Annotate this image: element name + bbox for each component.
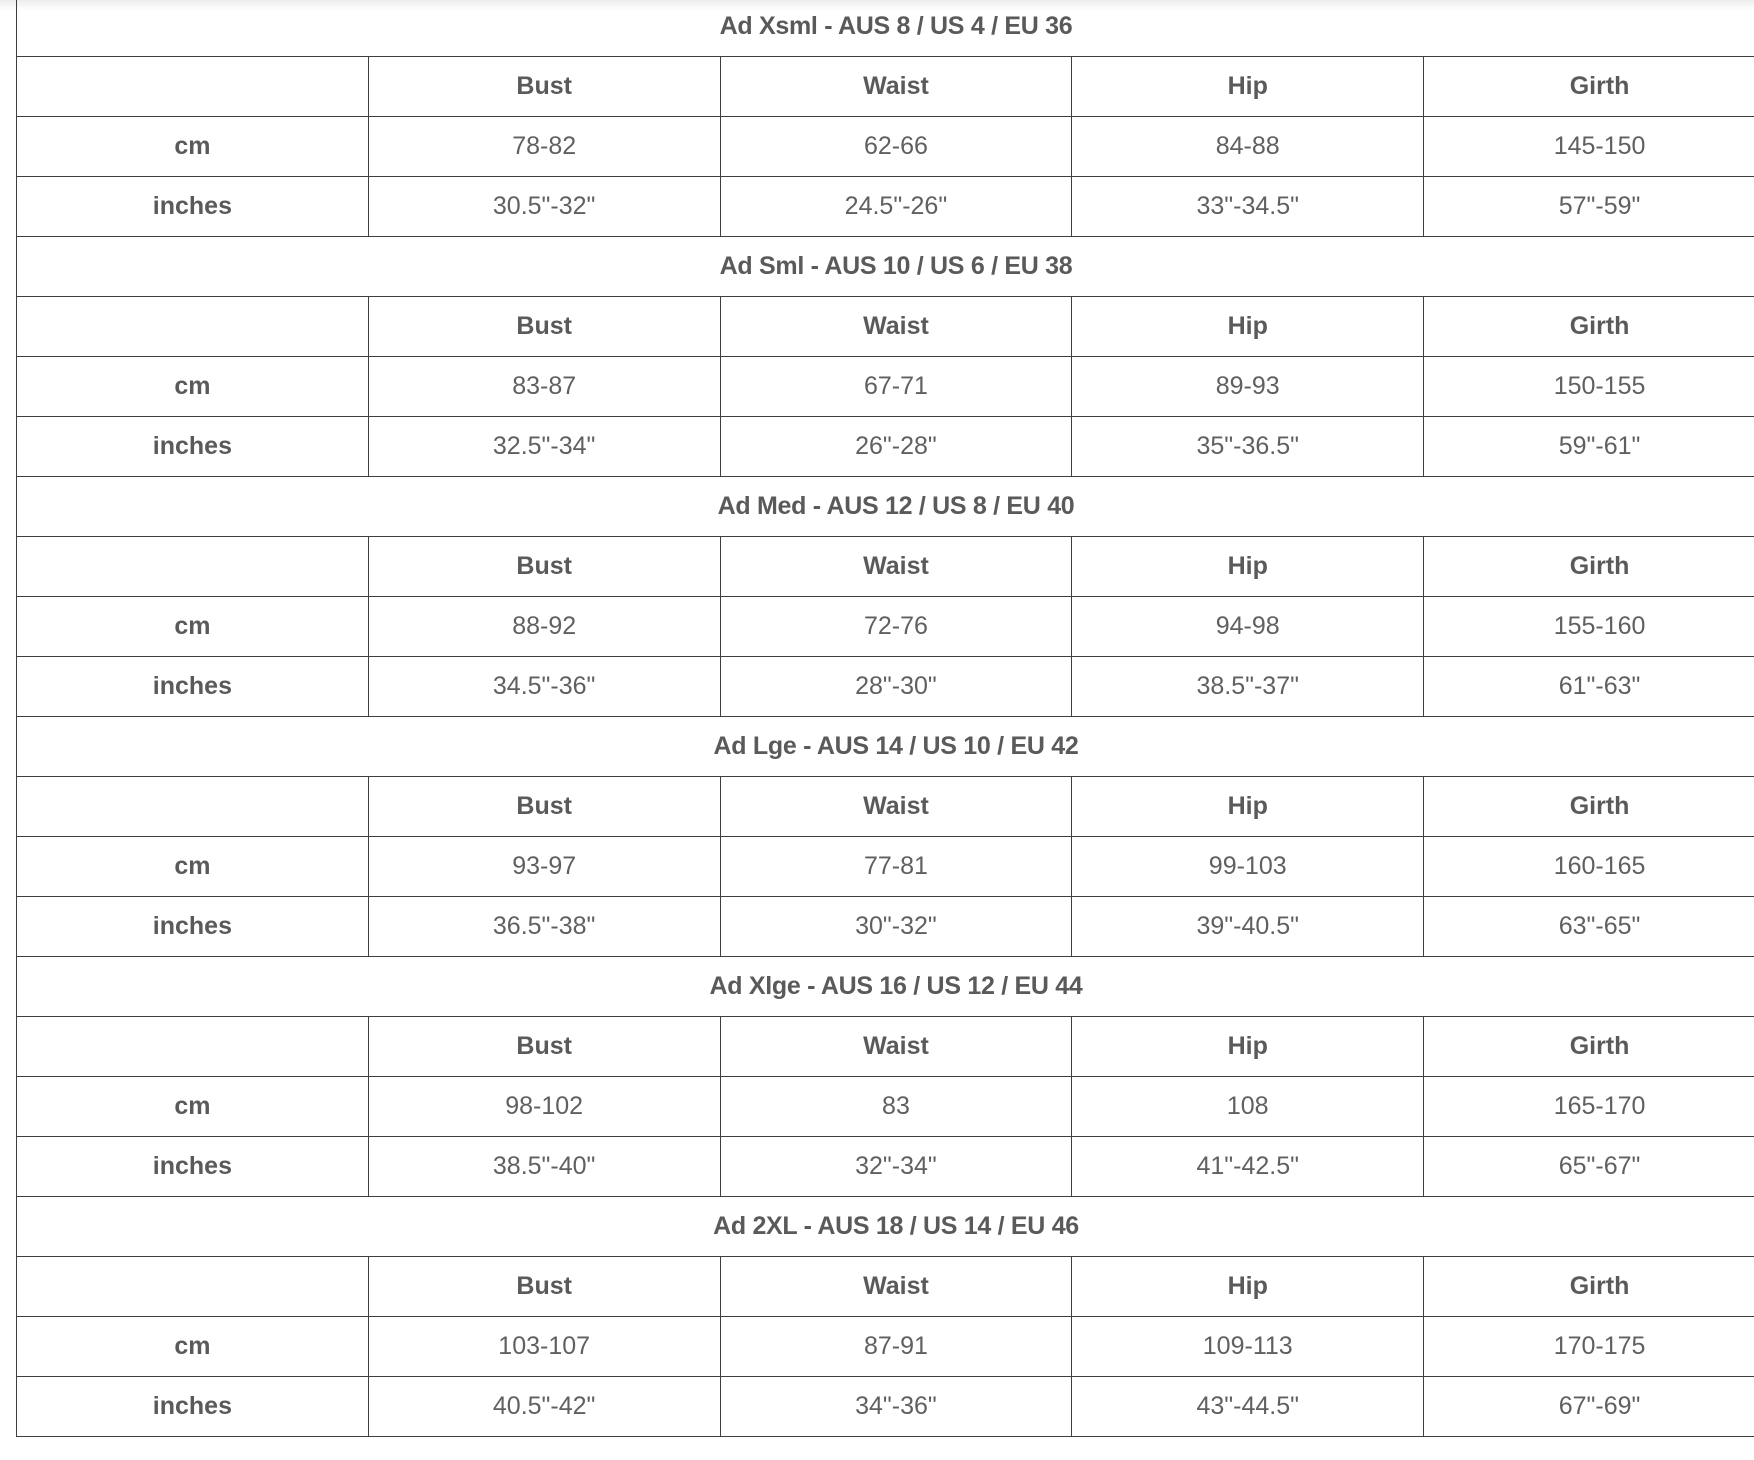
unit-label-cm: cm bbox=[17, 597, 369, 657]
unit-label-cm: cm bbox=[17, 117, 369, 177]
measurement-value: 38.5"-37" bbox=[1072, 657, 1424, 717]
size-title: Ad 2XL - AUS 18 / US 14 / EU 46 bbox=[17, 1197, 1754, 1257]
size-title-row bbox=[17, 237, 1754, 297]
header-girth: Girth bbox=[1424, 1257, 1754, 1317]
measurement-value: 40.5"-42" bbox=[368, 1377, 720, 1437]
measurement-value: 36.5"-38" bbox=[368, 897, 720, 957]
measurement-value: 165-170 bbox=[1424, 1077, 1754, 1137]
measurement-value: 109-113 bbox=[1072, 1317, 1424, 1377]
header-bust: Bust bbox=[368, 297, 720, 357]
measurement-value: 33"-34.5" bbox=[1072, 177, 1424, 237]
measurement-value: 98-102 bbox=[368, 1077, 720, 1137]
unit-label-cm: cm bbox=[17, 1077, 369, 1137]
measurement-header-row bbox=[17, 537, 1754, 597]
header-empty-cell bbox=[17, 777, 369, 837]
header-hip: Hip bbox=[1072, 537, 1424, 597]
size-title: Ad Lge - AUS 14 / US 10 / EU 42 bbox=[17, 717, 1754, 777]
header-empty-cell bbox=[17, 1017, 369, 1077]
header-waist: Waist bbox=[720, 777, 1072, 837]
unit-label-inches: inches bbox=[17, 417, 369, 477]
header-girth: Girth bbox=[1424, 57, 1754, 117]
unit-label-cm: cm bbox=[17, 357, 369, 417]
header-empty-cell bbox=[17, 537, 369, 597]
unit-label-inches: inches bbox=[17, 1137, 369, 1197]
measurement-value: 30"-32" bbox=[720, 897, 1072, 957]
table-row bbox=[17, 1077, 1754, 1137]
measurement-value: 83 bbox=[720, 1077, 1072, 1137]
header-empty-cell bbox=[17, 57, 369, 117]
measurement-header-row bbox=[17, 1257, 1754, 1317]
size-title: Ad Xlge - AUS 16 / US 12 / EU 44 bbox=[17, 957, 1754, 1017]
size-title: Ad Xsml - AUS 8 / US 4 / EU 36 bbox=[17, 0, 1754, 57]
measurement-value: 24.5"-26" bbox=[720, 177, 1072, 237]
measurement-value: 26"-28" bbox=[720, 417, 1072, 477]
measurement-value: 170-175 bbox=[1424, 1317, 1754, 1377]
size-title-row bbox=[17, 717, 1754, 777]
table-row bbox=[17, 1377, 1754, 1437]
header-hip: Hip bbox=[1072, 297, 1424, 357]
header-bust: Bust bbox=[368, 537, 720, 597]
header-hip: Hip bbox=[1072, 777, 1424, 837]
measurement-value: 32"-34" bbox=[720, 1137, 1072, 1197]
size-title: Ad Med - AUS 12 / US 8 / EU 40 bbox=[17, 477, 1754, 537]
unit-label-inches: inches bbox=[17, 897, 369, 957]
size-title-row bbox=[17, 477, 1754, 537]
header-hip: Hip bbox=[1072, 57, 1424, 117]
measurement-value: 62-66 bbox=[720, 117, 1072, 177]
table-row bbox=[17, 837, 1754, 897]
header-empty-cell bbox=[17, 1257, 369, 1317]
measurement-value: 30.5"-32" bbox=[368, 177, 720, 237]
table-row bbox=[17, 117, 1754, 177]
measurement-value: 160-165 bbox=[1424, 837, 1754, 897]
measurement-value: 83-87 bbox=[368, 357, 720, 417]
header-girth: Girth bbox=[1424, 537, 1754, 597]
table-row bbox=[17, 657, 1754, 717]
header-bust: Bust bbox=[368, 1257, 720, 1317]
header-hip: Hip bbox=[1072, 1017, 1424, 1077]
header-bust: Bust bbox=[368, 777, 720, 837]
measurement-value: 39"-40.5" bbox=[1072, 897, 1424, 957]
measurement-value: 67-71 bbox=[720, 357, 1072, 417]
measurement-header-row bbox=[17, 297, 1754, 357]
size-chart bbox=[16, 0, 1754, 1437]
measurement-value: 99-103 bbox=[1072, 837, 1424, 897]
measurement-value: 65"-67" bbox=[1424, 1137, 1754, 1197]
header-hip: Hip bbox=[1072, 1257, 1424, 1317]
measurement-value: 38.5"-40" bbox=[368, 1137, 720, 1197]
table-row bbox=[17, 897, 1754, 957]
measurement-header-row bbox=[17, 57, 1754, 117]
measurement-header-row bbox=[17, 777, 1754, 837]
header-girth: Girth bbox=[1424, 297, 1754, 357]
header-bust: Bust bbox=[368, 1017, 720, 1077]
measurement-value: 94-98 bbox=[1072, 597, 1424, 657]
unit-label-cm: cm bbox=[17, 1317, 369, 1377]
unit-label-cm: cm bbox=[17, 837, 369, 897]
measurement-value: 61"-63" bbox=[1424, 657, 1754, 717]
measurement-value: 87-91 bbox=[720, 1317, 1072, 1377]
size-chart-table bbox=[16, 0, 1754, 1437]
header-girth: Girth bbox=[1424, 777, 1754, 837]
measurement-value: 155-160 bbox=[1424, 597, 1754, 657]
measurement-value: 103-107 bbox=[368, 1317, 720, 1377]
table-row bbox=[17, 417, 1754, 477]
size-title-row bbox=[17, 957, 1754, 1017]
header-waist: Waist bbox=[720, 1257, 1072, 1317]
measurement-value: 88-92 bbox=[368, 597, 720, 657]
header-waist: Waist bbox=[720, 297, 1072, 357]
measurement-value: 145-150 bbox=[1424, 117, 1754, 177]
header-girth: Girth bbox=[1424, 1017, 1754, 1077]
measurement-value: 93-97 bbox=[368, 837, 720, 897]
header-empty-cell bbox=[17, 297, 369, 357]
measurement-value: 35"-36.5" bbox=[1072, 417, 1424, 477]
unit-label-inches: inches bbox=[17, 1377, 369, 1437]
size-title-row bbox=[17, 1197, 1754, 1257]
size-chart-body bbox=[17, 0, 1754, 1437]
measurement-value: 78-82 bbox=[368, 117, 720, 177]
header-waist: Waist bbox=[720, 537, 1072, 597]
measurement-value: 34"-36" bbox=[720, 1377, 1072, 1437]
measurement-value: 34.5"-36" bbox=[368, 657, 720, 717]
measurement-value: 84-88 bbox=[1072, 117, 1424, 177]
measurement-value: 32.5"-34" bbox=[368, 417, 720, 477]
table-row bbox=[17, 177, 1754, 237]
table-row bbox=[17, 357, 1754, 417]
header-waist: Waist bbox=[720, 57, 1072, 117]
measurement-value: 150-155 bbox=[1424, 357, 1754, 417]
measurement-header-row bbox=[17, 1017, 1754, 1077]
table-row bbox=[17, 597, 1754, 657]
measurement-value: 77-81 bbox=[720, 837, 1072, 897]
header-bust: Bust bbox=[368, 57, 720, 117]
size-title: Ad Sml - AUS 10 / US 6 / EU 38 bbox=[17, 237, 1754, 297]
measurement-value: 57"-59" bbox=[1424, 177, 1754, 237]
measurement-value: 28"-30" bbox=[720, 657, 1072, 717]
measurement-value: 72-76 bbox=[720, 597, 1072, 657]
measurement-value: 41"-42.5" bbox=[1072, 1137, 1424, 1197]
measurement-value: 43"-44.5" bbox=[1072, 1377, 1424, 1437]
measurement-value: 63"-65" bbox=[1424, 897, 1754, 957]
measurement-value: 108 bbox=[1072, 1077, 1424, 1137]
unit-label-inches: inches bbox=[17, 657, 369, 717]
measurement-value: 89-93 bbox=[1072, 357, 1424, 417]
unit-label-inches: inches bbox=[17, 177, 369, 237]
measurement-value: 67"-69" bbox=[1424, 1377, 1754, 1437]
table-row bbox=[17, 1137, 1754, 1197]
header-waist: Waist bbox=[720, 1017, 1072, 1077]
measurement-value: 59"-61" bbox=[1424, 417, 1754, 477]
table-row bbox=[17, 1317, 1754, 1377]
size-title-row bbox=[17, 0, 1754, 57]
